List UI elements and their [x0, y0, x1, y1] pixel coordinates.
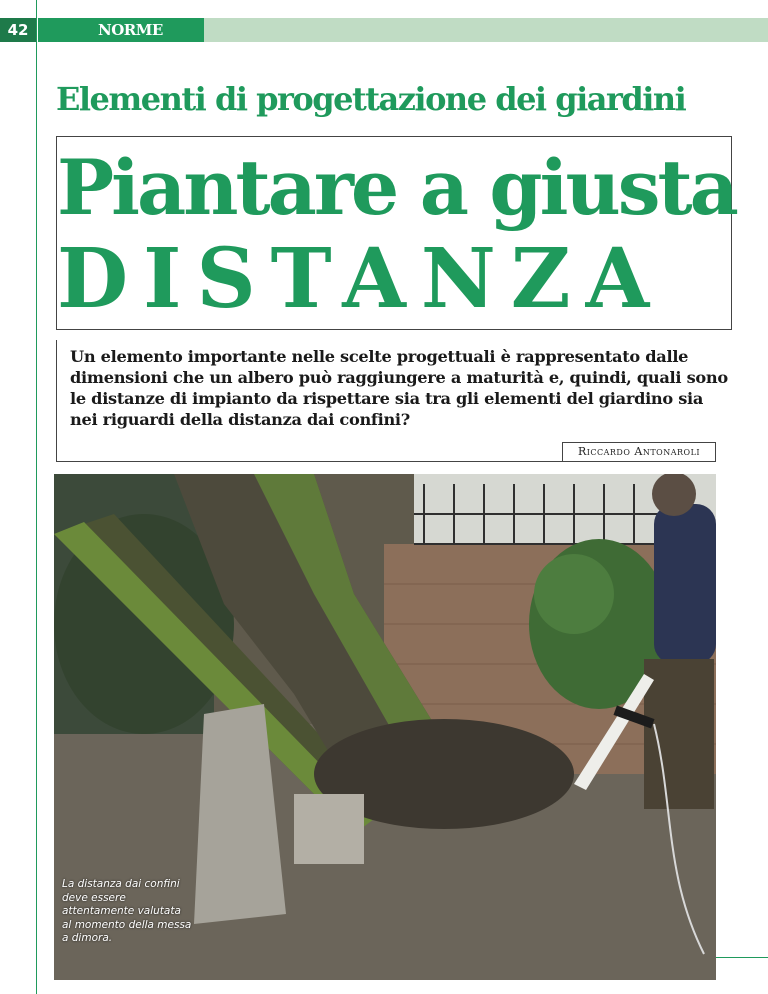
- article-title-line2: DISTANZA: [57, 231, 665, 327]
- title-box: [56, 136, 736, 330]
- margin-rule: [36, 0, 37, 994]
- byline-rule: [56, 461, 562, 462]
- header-band: [204, 18, 768, 42]
- footer-rule: [716, 957, 768, 958]
- article-kicker: Elementi di progettazione dei giardini: [56, 80, 686, 118]
- article-photo: [54, 474, 716, 980]
- article-title-line1: Piantare a giusta: [57, 143, 736, 232]
- section-label: NORME: [98, 21, 163, 39]
- section-tab: [38, 18, 204, 42]
- article-lead: Un elemento importante nelle scelte progettuali è rappresentato dalle dimensioni che un albero può raggiungere a maturità e, quindi, quali sono le distanze di impianto da rispettare sia tra gli elementi del giardino sia nei riguardi della distanza dai confini?: [70, 347, 728, 429]
- lead-rule: [56, 340, 57, 462]
- author-byline: Riccardo Antonaroli: [562, 442, 716, 462]
- page-number: 42: [0, 18, 36, 42]
- photo-caption: La distanza dai confini deve essere attentamente valutata al momento della messa a dimora.: [62, 878, 192, 944]
